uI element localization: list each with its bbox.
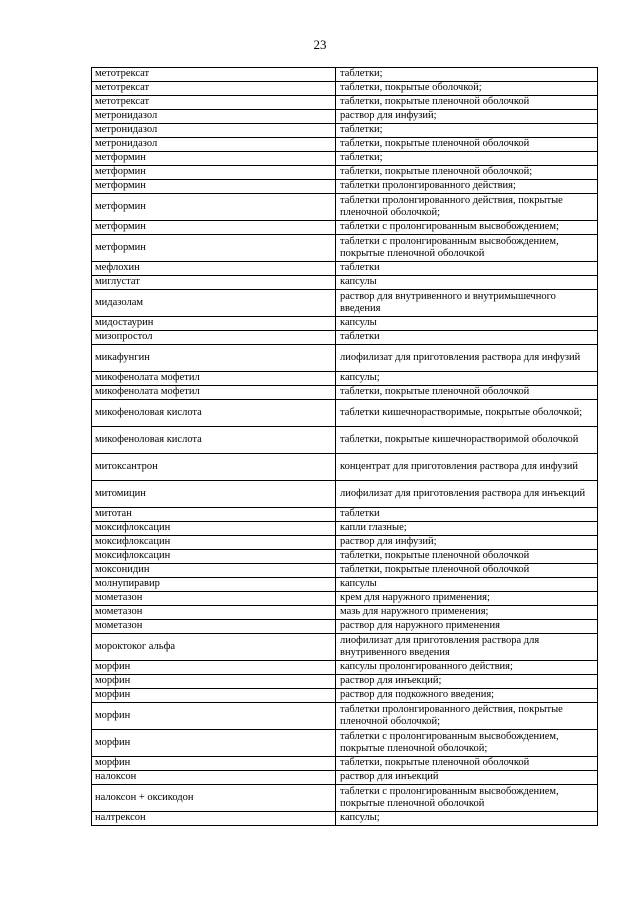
table-row: [92, 785, 598, 812]
dosage-form: капсулы пролонгированного действия;: [336, 661, 598, 675]
table-row: [92, 689, 598, 703]
drug-name: митоксантрон: [92, 454, 336, 481]
drug-name: моксонидин: [92, 564, 336, 578]
drug-name: метотрексат: [92, 82, 336, 96]
drug-name: мометазон: [92, 620, 336, 634]
dosage-form: концентрат для приготовления раствора для инфузий: [336, 454, 598, 481]
drug-name: микофенолата мофетил: [92, 386, 336, 400]
drug-name: метформин: [92, 194, 336, 221]
table-row: [92, 757, 598, 771]
dosage-form: таблетки с пролонгированным высвобождением;: [336, 221, 598, 235]
table-row: [92, 634, 598, 661]
table-row: [92, 372, 598, 386]
drug-name: моксифлоксацин: [92, 550, 336, 564]
dosage-form: капсулы;: [336, 812, 598, 826]
dosage-form: раствор для подкожного введения;: [336, 689, 598, 703]
table-row: [92, 400, 598, 427]
dosage-form: таблетки, покрытые пленочной оболочкой: [336, 96, 598, 110]
drug-name: метформин: [92, 180, 336, 194]
drug-name: мометазон: [92, 592, 336, 606]
drug-name: микофеноловая кислота: [92, 427, 336, 454]
dosage-form: крем для наружного применения;: [336, 592, 598, 606]
table-row: [92, 606, 598, 620]
dosage-form: таблетки;: [336, 68, 598, 82]
dosage-form: таблетки, покрытые кишечнорастворимой оболочкой: [336, 427, 598, 454]
dosage-form: таблетки: [336, 262, 598, 276]
drug-name: микафунгин: [92, 345, 336, 372]
dosage-form: таблетки пролонгированного действия;: [336, 180, 598, 194]
dosage-form: лиофилизат для приготовления раствора для инъекций: [336, 481, 598, 508]
dosage-form: раствор для наружного применения: [336, 620, 598, 634]
drug-name: метформин: [92, 235, 336, 262]
drug-name: метотрексат: [92, 68, 336, 82]
drug-name: метотрексат: [92, 96, 336, 110]
table-row: [92, 68, 598, 82]
table-row: [92, 124, 598, 138]
drug-name: микофенолата мофетил: [92, 372, 336, 386]
table-row: [92, 522, 598, 536]
table-row: [92, 620, 598, 634]
drug-name: метронидазол: [92, 138, 336, 152]
table-row: [92, 550, 598, 564]
drug-name: метформин: [92, 221, 336, 235]
dosage-form: таблетки с пролонгированным высвобождением, покрытые пленочной оболочкой: [336, 785, 598, 812]
table-row: [92, 427, 598, 454]
dosage-form: раствор для инфузий;: [336, 536, 598, 550]
drug-name: метронидазол: [92, 110, 336, 124]
table-row: [92, 290, 598, 317]
table-row: [92, 661, 598, 675]
table-row: [92, 592, 598, 606]
dosage-form: капсулы;: [336, 372, 598, 386]
drug-name: миглустат: [92, 276, 336, 290]
table-row: [92, 138, 598, 152]
dosage-form: раствор для инфузий;: [336, 110, 598, 124]
table-row: [92, 481, 598, 508]
table-row: [92, 235, 598, 262]
dosage-form: мазь для наружного применения;: [336, 606, 598, 620]
dosage-form: раствор для инъекций: [336, 771, 598, 785]
dosage-form: таблетки;: [336, 124, 598, 138]
table-row: [92, 578, 598, 592]
drug-name: мизопростол: [92, 331, 336, 345]
drug-name: митотан: [92, 508, 336, 522]
dosage-form: капсулы: [336, 276, 598, 290]
table-row: [92, 276, 598, 290]
dosage-form: таблетки, покрытые пленочной оболочкой: [336, 138, 598, 152]
drug-name: метформин: [92, 166, 336, 180]
table-row: [92, 771, 598, 785]
table-row: [92, 331, 598, 345]
dosage-form: таблетки с пролонгированным высвобождением, покрытые пленочной оболочкой: [336, 235, 598, 262]
drug-name: молнупиравир: [92, 578, 336, 592]
table-row: [92, 180, 598, 194]
table-row: [92, 345, 598, 372]
drug-name: моксифлоксацин: [92, 536, 336, 550]
dosage-form: раствор для внутривенного и внутримышечного введения: [336, 290, 598, 317]
drug-table: [91, 67, 598, 826]
drug-name: моксифлоксацин: [92, 522, 336, 536]
table-row: [92, 536, 598, 550]
drug-name: налоксон + оксикодон: [92, 785, 336, 812]
dosage-form: лиофилизат для приготовления раствора для внутривенного введения: [336, 634, 598, 661]
dosage-form: таблетки;: [336, 152, 598, 166]
table-row: [92, 96, 598, 110]
drug-name: налтрексон: [92, 812, 336, 826]
drug-name: метформин: [92, 152, 336, 166]
table-row: [92, 221, 598, 235]
drug-name: метронидазол: [92, 124, 336, 138]
dosage-form: таблетки пролонгированного действия, покрытые пленочной оболочкой;: [336, 703, 598, 730]
dosage-form: таблетки, покрытые пленочной оболочкой;: [336, 166, 598, 180]
table-row: [92, 262, 598, 276]
table-row: [92, 194, 598, 221]
table-row: [92, 386, 598, 400]
table-row: [92, 812, 598, 826]
dosage-form: таблетки, покрытые пленочной оболочкой: [336, 550, 598, 564]
table-row: [92, 730, 598, 757]
drug-name: митомицин: [92, 481, 336, 508]
dosage-form: таблетки: [336, 331, 598, 345]
dosage-form: таблетки, покрытые пленочной оболочкой: [336, 386, 598, 400]
dosage-form: таблетки: [336, 508, 598, 522]
drug-name: мидазолам: [92, 290, 336, 317]
page-number: 23: [313, 37, 327, 52]
table-row: [92, 110, 598, 124]
table-row: [92, 703, 598, 730]
dosage-form: таблетки, покрытые пленочной оболочкой: [336, 757, 598, 771]
drug-name: мидостаурин: [92, 317, 336, 331]
drug-name: морфин: [92, 661, 336, 675]
dosage-form: таблетки кишечнорастворимые, покрытые оболочкой;: [336, 400, 598, 427]
dosage-form: капсулы: [336, 578, 598, 592]
drug-name: мороктоког альфа: [92, 634, 336, 661]
dosage-form: таблетки пролонгированного действия, покрытые пленочной оболочкой;: [336, 194, 598, 221]
table-row: [92, 317, 598, 331]
dosage-form: раствор для инъекций;: [336, 675, 598, 689]
drug-name: морфин: [92, 689, 336, 703]
dosage-form: таблетки, покрытые оболочкой;: [336, 82, 598, 96]
table-row: [92, 82, 598, 96]
dosage-form: капли глазные;: [336, 522, 598, 536]
drug-name: мефлохин: [92, 262, 336, 276]
drug-name: морфин: [92, 703, 336, 730]
table-row: [92, 454, 598, 481]
drug-name: морфин: [92, 675, 336, 689]
drug-name: мометазон: [92, 606, 336, 620]
table-row: [92, 564, 598, 578]
table-row: [92, 152, 598, 166]
drug-name: налоксон: [92, 771, 336, 785]
dosage-form: капсулы: [336, 317, 598, 331]
table-row: [92, 166, 598, 180]
dosage-form: лиофилизат для приготовления раствора для инфузий: [336, 345, 598, 372]
drug-name: микофеноловая кислота: [92, 400, 336, 427]
table-row: [92, 675, 598, 689]
table-row: [92, 508, 598, 522]
dosage-form: таблетки, покрытые пленочной оболочкой: [336, 564, 598, 578]
drug-name: морфин: [92, 757, 336, 771]
dosage-form: таблетки с пролонгированным высвобождением, покрытые пленочной оболочкой;: [336, 730, 598, 757]
drug-name: морфин: [92, 730, 336, 757]
